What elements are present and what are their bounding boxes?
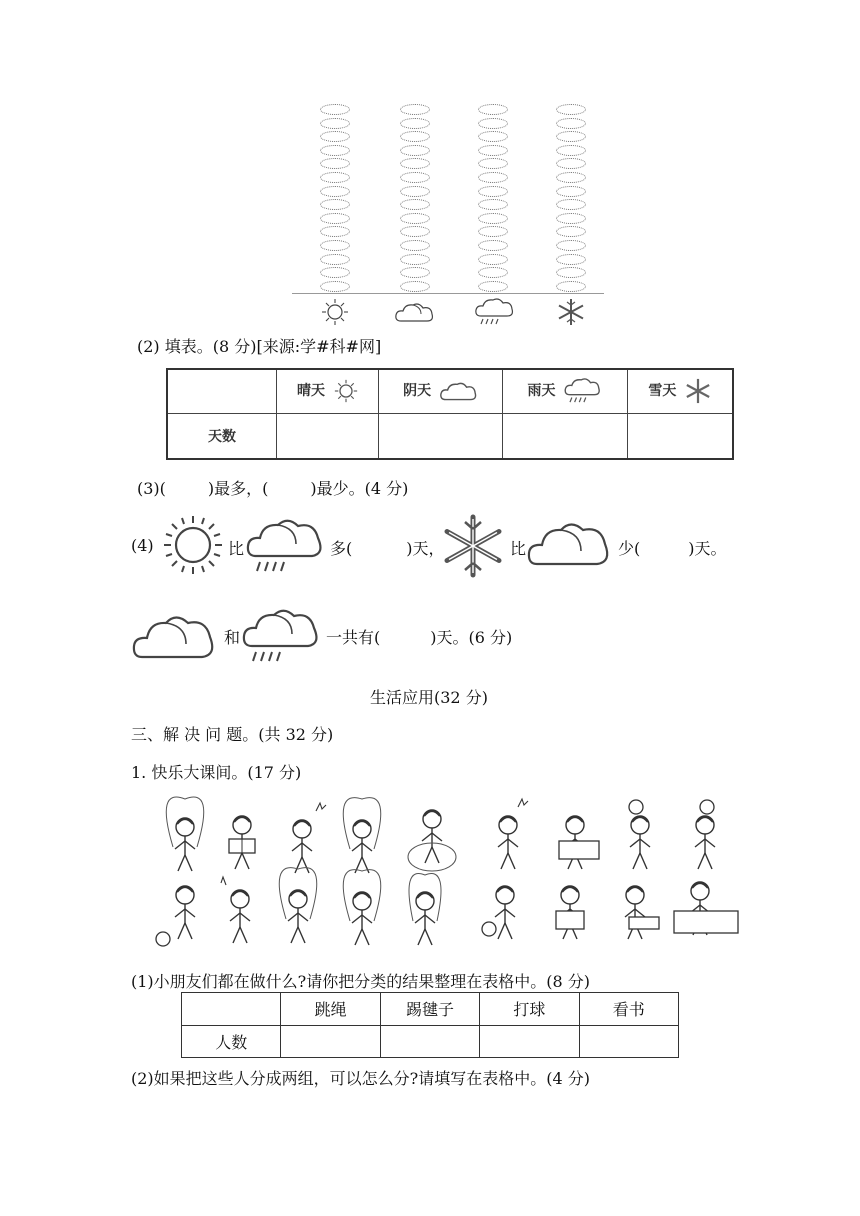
- weather-cell-rainy[interactable]: [503, 413, 627, 459]
- q1-heading: 1. 快乐大课间。(17 分): [131, 763, 302, 782]
- tally-oval[interactable]: [556, 240, 586, 251]
- tally-oval[interactable]: [556, 158, 586, 169]
- q3-line: [137, 476, 408, 499]
- q1-1-text: (1)小朋友们都在做什么?请你把分类的结果整理在表格中。(8 分): [131, 972, 590, 991]
- activity-header-rope: 跳绳: [281, 993, 380, 1026]
- activity-header-reading: 看书: [579, 993, 678, 1026]
- header-label-snowy: 雪天: [648, 383, 677, 400]
- rain-icon: [475, 298, 515, 326]
- tally-oval[interactable]: [320, 240, 350, 251]
- tally-oval[interactable]: [320, 131, 350, 142]
- q3-open: (3)(: [137, 479, 166, 498]
- q3-mid: )最多，(: [207, 479, 269, 498]
- part3-heading: 三、解 决 问 题。(共 32 分): [131, 725, 334, 744]
- q3-end: )最少。(4 分): [310, 479, 409, 498]
- q4-duo-text: 多(: [330, 539, 353, 558]
- tally-oval[interactable]: [556, 186, 586, 197]
- weather-cell-sunny[interactable]: [277, 413, 379, 459]
- rain-icon: [246, 514, 326, 576]
- snowflake-icon: [685, 378, 711, 404]
- kid-reading-icon: [674, 882, 738, 935]
- tally-oval[interactable]: [400, 199, 430, 210]
- tally-oval[interactable]: [478, 158, 508, 169]
- tally-oval[interactable]: [478, 240, 508, 251]
- activity-table-corner: [182, 993, 281, 1026]
- snowflake-icon: [441, 514, 505, 578]
- kid-jump-rope-icon: [343, 870, 381, 945]
- rain-icon: [564, 378, 602, 404]
- tally-oval[interactable]: [556, 213, 586, 224]
- tally-oval[interactable]: [320, 186, 350, 197]
- activity-header-ball: 打球: [480, 993, 579, 1026]
- activity-table: [181, 992, 679, 1058]
- tally-oval[interactable]: [478, 213, 508, 224]
- q4-bi-2: 比: [510, 539, 527, 558]
- tally-column-sunny: [320, 104, 352, 294]
- kid-jump-rope-icon: [409, 873, 441, 945]
- tally-column-cloudy: [400, 104, 432, 294]
- tally-oval[interactable]: [320, 213, 350, 224]
- q1-2-text: (2)如果把这些人分成两组，可以怎么分?请填写在表格中。(4 分): [131, 1069, 590, 1088]
- weather-header-rainy: [503, 369, 627, 413]
- kid-jump-rope-icon: [343, 798, 381, 873]
- q4-duo: [330, 536, 445, 559]
- tally-oval[interactable]: [320, 172, 350, 183]
- kid-ball-icon: [629, 800, 650, 869]
- tally-oval[interactable]: [320, 145, 350, 156]
- tally-oval[interactable]: [320, 158, 350, 169]
- tally-oval[interactable]: [478, 104, 508, 115]
- tally-oval[interactable]: [320, 199, 350, 210]
- kids-illustration: [150, 795, 750, 955]
- kid-jump-rope-icon: [408, 810, 456, 871]
- activity-cell-shuttlecock[interactable]: [380, 1025, 479, 1058]
- activity-cell-reading[interactable]: [579, 1025, 678, 1058]
- tally-oval[interactable]: [478, 145, 508, 156]
- tally-oval[interactable]: [400, 172, 430, 183]
- tally-oval[interactable]: [320, 104, 350, 115]
- snowflake-icon: [557, 298, 585, 326]
- tally-oval[interactable]: [400, 186, 430, 197]
- section-heading: 生活应用(32 分): [370, 688, 488, 707]
- tally-column-rainy: [478, 104, 510, 294]
- kid-reading-icon: [559, 816, 599, 869]
- tally-oval[interactable]: [400, 145, 430, 156]
- tally-oval[interactable]: [400, 131, 430, 142]
- header-label-sunny: 晴天: [297, 383, 326, 400]
- header-label-cloudy: 阴天: [403, 383, 432, 400]
- weather-table: [166, 368, 734, 460]
- weather-cell-snowy[interactable]: [627, 413, 733, 459]
- q4-tian-2: )天。: [688, 539, 727, 558]
- kid-shuttlecock-icon: [498, 799, 528, 869]
- tally-oval[interactable]: [556, 104, 586, 115]
- q4-number: (4): [131, 536, 154, 555]
- tally-oval[interactable]: [478, 199, 508, 210]
- kid-ball-icon: [695, 800, 715, 869]
- kid-reading-icon: [229, 816, 255, 869]
- tally-oval[interactable]: [478, 172, 508, 183]
- weather-table-corner: [167, 369, 277, 413]
- sun-icon: [321, 298, 349, 326]
- weather-header-sunny: [277, 369, 379, 413]
- kid-jump-rope-icon: [166, 797, 204, 871]
- tally-oval[interactable]: [320, 267, 350, 278]
- tally-oval[interactable]: [400, 213, 430, 224]
- kid-ball-icon: [156, 886, 195, 946]
- kid-shuttlecock-icon: [221, 877, 250, 943]
- tally-oval[interactable]: [556, 254, 586, 265]
- cloud-icon: [395, 300, 435, 324]
- tally-oval[interactable]: [320, 226, 350, 237]
- activity-cell-rope[interactable]: [281, 1025, 380, 1058]
- rain-icon: [242, 604, 322, 666]
- tally-oval[interactable]: [556, 145, 586, 156]
- tally-oval[interactable]: [400, 240, 430, 251]
- tally-oval[interactable]: [478, 131, 508, 142]
- tally-oval[interactable]: [400, 118, 430, 129]
- tally-oval[interactable]: [478, 281, 508, 292]
- tally-oval[interactable]: [400, 254, 430, 265]
- activity-header-shuttlecock: 踢毽子: [380, 993, 479, 1026]
- sun-icon: [334, 379, 358, 403]
- kid-reading-icon: [625, 886, 659, 939]
- kid-ball-icon: [482, 886, 515, 939]
- cloud-icon: [527, 516, 613, 568]
- tally-oval[interactable]: [556, 281, 586, 292]
- cloud-icon: [440, 379, 478, 403]
- tally-oval[interactable]: [478, 267, 508, 278]
- tally-oval[interactable]: [320, 281, 350, 292]
- q2-text: (2) 填表。(8 分)[来源:学#科#网]: [137, 337, 382, 356]
- tally-column-snowy: [556, 104, 588, 294]
- q4-shao: [618, 536, 727, 559]
- kid-shuttlecock-icon: [292, 803, 326, 873]
- tally-oval[interactable]: [478, 226, 508, 237]
- tally-oval[interactable]: [320, 254, 350, 265]
- tally-oval[interactable]: [556, 131, 586, 142]
- tally-oval[interactable]: [478, 186, 508, 197]
- q4-total: [326, 625, 512, 648]
- activity-row-label: 人数: [182, 1025, 281, 1058]
- q4-he: 和: [224, 628, 241, 647]
- q4-end: )天。(6 分): [430, 628, 513, 647]
- tally-oval[interactable]: [478, 254, 508, 265]
- tally-oval[interactable]: [400, 158, 430, 169]
- tally-oval[interactable]: [556, 267, 586, 278]
- q4-bi-1: 比: [228, 539, 245, 558]
- tally-oval[interactable]: [556, 118, 586, 129]
- tally-oval[interactable]: [556, 226, 586, 237]
- header-label-rainy: 雨天: [527, 383, 556, 400]
- q4-tian-1: )天，: [406, 539, 445, 558]
- cloud-icon: [132, 605, 218, 661]
- tally-oval[interactable]: [556, 172, 586, 183]
- q4-shao-text: 少(: [618, 539, 641, 558]
- tally-oval[interactable]: [400, 267, 430, 278]
- tally-baseline: [292, 293, 604, 294]
- tally-oval[interactable]: [556, 199, 586, 210]
- kid-reading-icon: [556, 886, 584, 939]
- weather-header-snowy: [627, 369, 733, 413]
- tally-oval[interactable]: [320, 118, 350, 129]
- weather-row-label: 天数: [167, 413, 277, 459]
- tally-oval[interactable]: [478, 118, 508, 129]
- q4-total-text: 一共有(: [326, 628, 381, 647]
- kid-jump-rope-icon: [279, 868, 317, 943]
- weather-header-cloudy: [378, 369, 502, 413]
- weather-cell-cloudy[interactable]: [378, 413, 502, 459]
- sun-icon: [162, 514, 224, 576]
- activity-cell-ball[interactable]: [480, 1025, 579, 1058]
- tally-oval[interactable]: [400, 104, 430, 115]
- tally-oval[interactable]: [400, 281, 430, 292]
- tally-oval[interactable]: [400, 226, 430, 237]
